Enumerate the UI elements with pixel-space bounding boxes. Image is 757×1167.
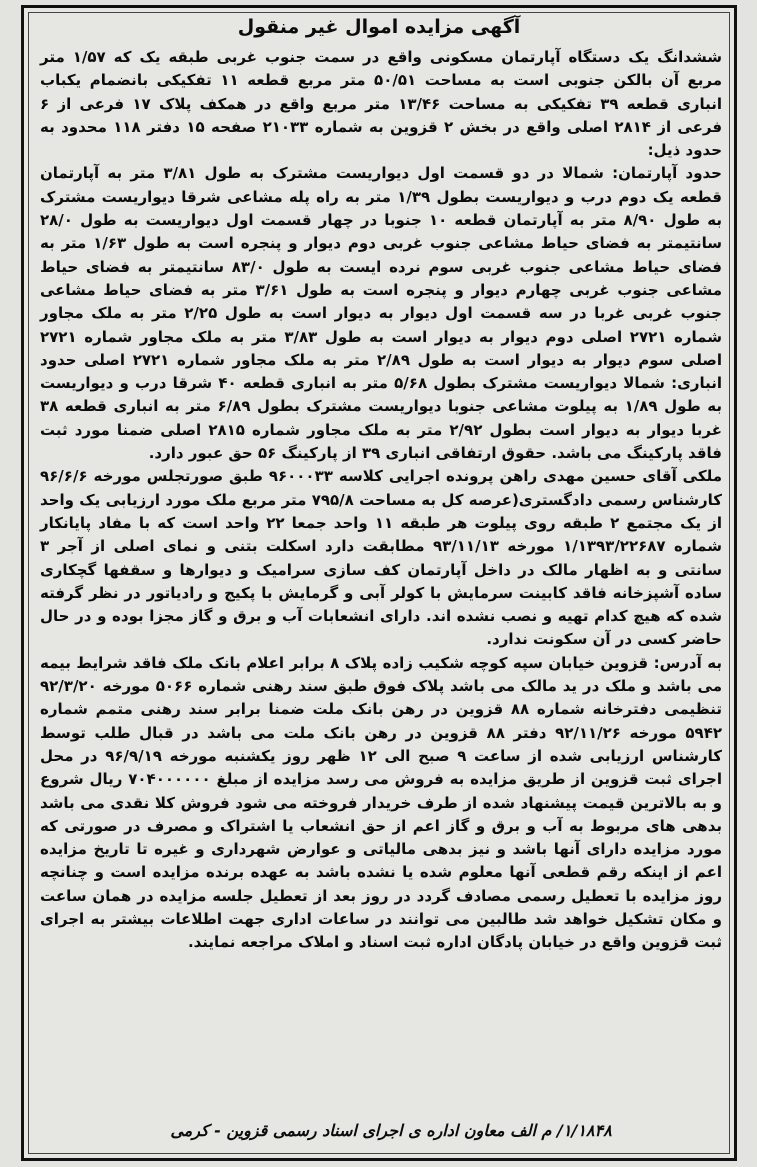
paragraph-owner-appraisal: ملکی آقای حسین مهدی راهن پرونده اجرایی کلاسه ۹۶۰۰۰۳۳ طبق صورتجلس مورخه ۹۶/۶/۶ کارشناس رسمی دادگستری(عرصه کل به مساحت ۷۹۵/۸ متر مربع ملک مورد ارزیابی یک واحد از یک مجتمع ۲ طبقه روی پیلوت هر طبقه ۱۱ واحد جمعا ۲۲ واحد است که با مفاد پایانکار شماره ۱/۱۳۹۳/۲۲۶۸۷ مورخه ۹۳/۱۱/۱۳ مطابقت دارد اسکلت بتنی و نمای اصلی از آجر ۳ سانتی و به اظهار مالک در داخل آپارتمان کف سازی سرامیک و دیوارها و سقفها گچکاری ساده آشپزخانه فاقد کابینت سرمایش با کولر آبی و گرمایش با پکیج و رادیاتور در نظر گرفته شده که هیچ کدام تهیه و نصب نشده اند. دارای انشعابات آب و برق و گاز مجزا بوده و در حال حاضر کسی در آن سکونت ندارد. bbox=[40, 467, 722, 649]
notice-signature: ۱/۱۸۴۸/ م الف معاون اداره ی اجرای اسناد رسمی قزوین - کرمی bbox=[170, 1121, 612, 1140]
paragraph-property-description: ششدانگ یک دستگاه آپارتمان مسکونی واقع در سمت جنوب غربی طبقه یک که ۱/۵۷ متر مربع آن بالکن جنوبی است به مساحت ۵۰/۵۱ متر مربع قطعه ۱۱ تفکیکی بانضمام یکباب انباری قطعه ۳۹ تفکیکی به مساحت ۱۳/۴۶ متر مربع واقع در همکف پلاک ۱۷ فرعی از ۶ فرعی از ۲۸۱۴ اصلی واقع در بخش ۲ قزوین به شماره ۲۱۰۳۳ صفحه ۱۵ دفتر ۱۱۸ محدود به حدود ذیل: bbox=[40, 48, 723, 160]
paragraph-boundaries: حدود آپارتمان: شمالا در دو قسمت اول دیواریست مشترک به طول ۳/۸۱ متر به آپارتمان قطعه یک دوم درب و دیواریست بطول ۱/۳۹ متر به راه پله مشاعی شرقا دیواریست مشترک به طول ۸/۹۰ متر به آپارتمان قطعه ۱۰ جنوبا در چهار قسمت اول دیواریست به طول ۲۸/۰ سانتیمتر به فضای حیاط مشاعی جنوب غربی دوم دیوار و پنجره است به طول ۱/۶۳ متر به فضای حیاط مشاعی جنوب غربی سوم نرده ایست به طول ۸۳/۰ سانتیمتر به فضای حیاط مشاعی جنوب غربی چهارم دیوار و پنجره است به طول ۳/۶۱ متر به فضای حیاط مشاعی جنوب غربی غربا در سه قسمت اول دیوار به دیوار است به طول ۲/۲۵ متر به ملک مجاور شماره ۲۷۲۱ اصلی دوم دیوار به دیوار است به طول ۳/۸۳ متر به ملک مجاور شماره ۲۷۲۱ اصلی سوم دیوار به دیوار است به طول ۲/۸۹ متر به ملک مجاور شماره ۲۷۲۱ اصلی حدود انباری: شمالا دیواریست مشترک بطول ۵/۶۸ متر به انباری قطعه ۴۰ شرقا درب و دیواریست به طول ۱/۸۹ به پیلوت مشاعی جنوبا دیواریست مشترک بطول ۶/۸۹ متر به انباری قطعه ۳۸ غربا دیوار به دیوار است بطول ۲/۹۲ متر به ملک مجاور شماره ۲۸۱۵ اصلی ضمنا مورد ثبت فاقد پارکینگ می باشد. حقوق ارتفاقی انباری ۳۹ از پارکینگ ۵۶ حق عبور دارد. bbox=[40, 164, 722, 463]
notice-frame bbox=[21, 5, 737, 1161]
paragraph-address-auction-terms: به آدرس: قزوین خیابان سپه کوچه شکیب زاده پلاک ۸ برابر اعلام بانک ملک فاقد شرایط بیمه می باشد و ملک در ید مالک می باشد پلاک فوق طبق سند رهنی شماره ۵۰۶۶ مورخه ۹۲/۳/۲۰ تنظیمی دفترخانه شماره ۸۸ قزوین در رهن بانک ملت ضمنا برابر سند رهنی متمم شماره ۵۹۴۲ مورخه ۹۲/۱۱/۲۶ دفتر ۸۸ قزوین در رهن بانک ملت می باشد در قبال طلب توسط کارشناس ارزیابی شده از ساعت ۹ صبح الی ۱۲ ظهر روز یکشنبه مورخه ۹۶/۹/۱۹ در محل اجرای ثبت قزوین از طریق مزایده به فروش می رسد مزایده از مبلغ ۷۰۴۰۰۰۰۰۰ ریال شروع و به بالاترین قیمت پیشنهاد شده از طرف خریدار فروخته می شود فروش کلا نقدی می باشد بدهی های مربوط به آب و برق و گاز اعم از حق انشعاب یا اشتراک و مصرف در صورتی که مورد مزایده دارای آنها باشد و نیز بدهی مالیاتی و عوارض شهرداری و غیره تا تاریخ مزایده اعم از اینکه رقم قطعی آنها معلوم شده یا نشده باشد به عهده برنده مزایده است و چنانچه روز مزایده با تعطیل رسمی مصادف گردد در روز بعد از تعطیل جلسه مزایده در همان ساعت و مکان تشکیل خواهد شد طالبین می توانند در ساعات اداری جهت اطلاعات بیشتر به اجرای ثبت قزوین واقع در خیابان پادگان اداره ثبت اسناد و املاک مراجعه نمایند. bbox=[40, 653, 723, 952]
notice-body bbox=[40, 46, 722, 955]
notice-title: آگهی مزایده اموال غیر منقول bbox=[237, 16, 521, 38]
